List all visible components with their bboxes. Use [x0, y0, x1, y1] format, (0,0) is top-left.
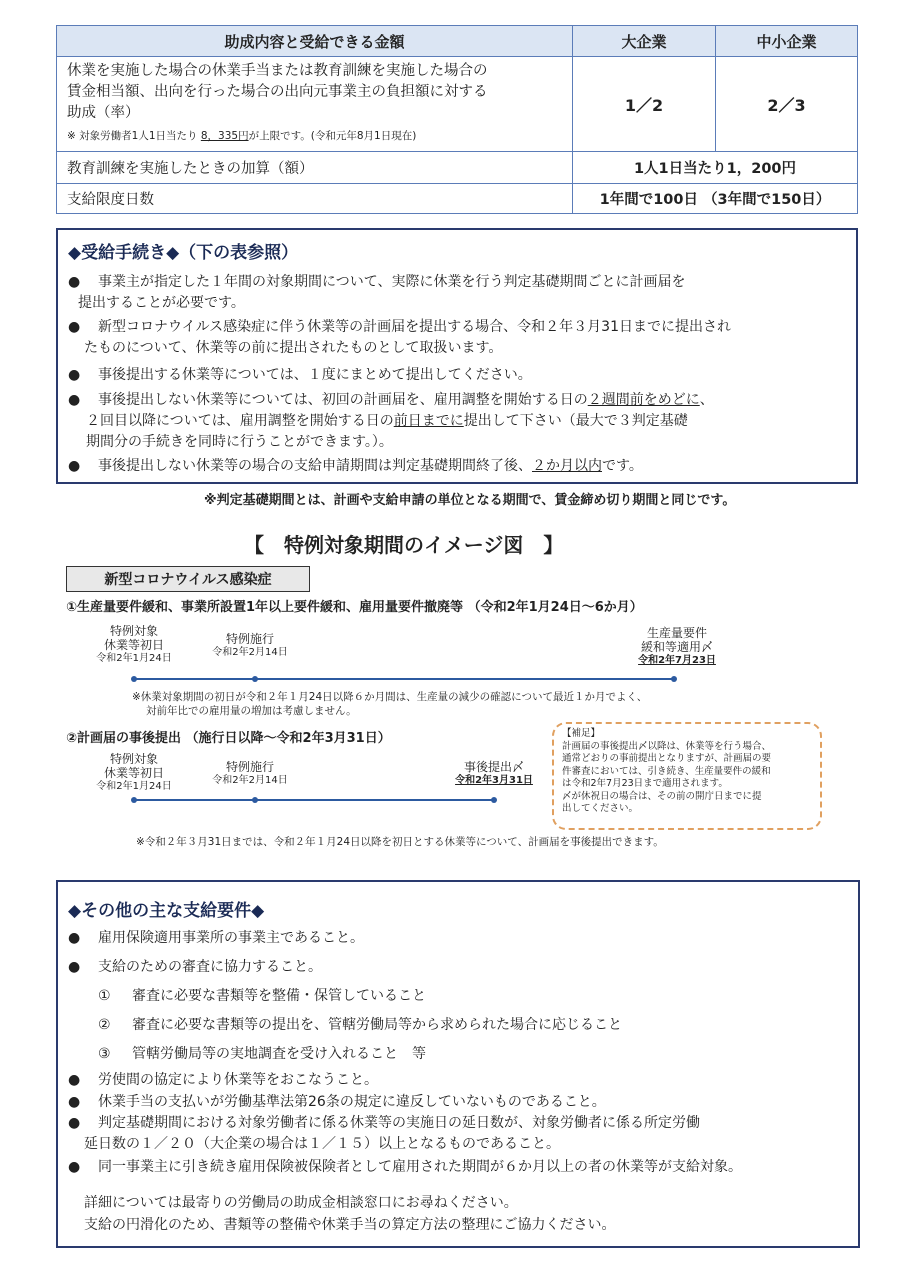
- procedure-line: 提出することが必要です。: [78, 295, 245, 311]
- label-line: 特例対象: [109, 752, 158, 766]
- table-cell-content: 支給限度日数: [57, 184, 573, 214]
- sub-num: ③: [98, 1046, 111, 1062]
- sub-text: 審査に必要な書類等の提出を、管轄労働局等から求められた場合に応じること: [132, 1017, 622, 1033]
- table-cell-value: 1人1日当たり1，200円: [573, 152, 858, 184]
- closing-line: 詳細については最寄りの労働局の助成金相談窓口にお尋ねください。: [84, 1195, 518, 1211]
- row1-line: 賃金相当額、出向を行った場合の出向元事業主の負担額に対する: [67, 84, 488, 100]
- label-line: 休業等初日: [103, 638, 164, 652]
- label-line: 特例施行: [225, 632, 274, 646]
- procedure-line: 期間分の手続きを同時に行うことができます。）。: [86, 434, 393, 450]
- other-item: [68, 1157, 742, 1178]
- label-date: 令和2年7月23日: [638, 655, 716, 666]
- sub-text: 審査に必要な書類等を整備・保管していること: [132, 988, 426, 1004]
- hosoku-line: 計画届の事後提出〆以降は、休業等を行う場合、: [562, 740, 772, 752]
- timeline1-start-label: [84, 624, 184, 666]
- bullet-icon: ●: [68, 274, 81, 290]
- label-line: 事後提出〆: [463, 760, 524, 774]
- timeline1-title: ①生産量要件緩和、事業所設置1年以上要件緩和、雇用量要件撤廃等 （令和2年1月24日～6か月）: [66, 600, 643, 615]
- covid-label: 新型コロナウイルス感染症: [66, 566, 310, 592]
- row1-note: [67, 126, 562, 147]
- bullet-icon: ●: [68, 319, 81, 335]
- timeline2-title: ②計画届の事後提出 （施行日以降～令和2年3月31日）: [66, 731, 391, 746]
- row1-note-suffix: が上限です。(令和元年8月1日現在): [248, 130, 417, 142]
- procedure-line: [68, 456, 643, 477]
- label-date: 令和2年1月24日: [96, 653, 172, 664]
- footnote: ※判定基礎期間とは、計画や支給申請の単位となる期間で、賃金締め切り期間と同じです。: [204, 493, 736, 508]
- sub-num: ②: [98, 1017, 111, 1033]
- procedure-text: ２回目以降については、雇用調整を開始する日の: [86, 413, 394, 429]
- hosoku-line: 出してください。: [562, 803, 639, 814]
- other-text: 支給のための審査に協力すること。: [98, 959, 322, 975]
- procedure-text: 事後提出する休業等については、１度にまとめて提出してください。: [98, 367, 532, 383]
- procedure-text: 事後提出しない休業等については、初回の計画届を、雇用調整を開始する日の: [98, 392, 588, 408]
- timeline2-start-dot: [131, 797, 137, 803]
- bullet-icon: ●: [68, 458, 81, 474]
- timeline2-end-dot: [491, 797, 497, 803]
- other-sub-item: [98, 986, 426, 1007]
- other-item: [68, 1092, 606, 1113]
- other-item: [68, 1070, 378, 1091]
- hosoku-line: 【補足】: [562, 728, 601, 739]
- table-header-content: 助成内容と受給できる金額: [57, 26, 573, 57]
- label-line: 特例施行: [225, 760, 274, 774]
- table-cell-sme: 2／3: [716, 57, 858, 152]
- label-line: 休業等初日: [103, 766, 164, 780]
- image-title: 【 特例対象期間のイメージ図 】: [244, 533, 564, 557]
- table-row: [57, 57, 858, 152]
- note-line: ※休業対象期間の初日が令和２年１月24日以降６か月間は、生産量の減少の確認について最近１か月でよく、: [132, 691, 648, 703]
- timeline1-mid-label: [200, 632, 300, 660]
- bullet-icon: ●: [68, 930, 81, 946]
- table-cell-large: 1／2: [573, 57, 716, 152]
- procedure-text: 新型コロナウイルス感染症に伴う休業等の計画届を提出する場合、令和２年３月31日までに提出され: [98, 319, 731, 335]
- hosoku-line: 件審査においては、引き続き、生産量要件の緩和: [562, 765, 771, 777]
- procedure-text: 提出して下さい（最大で３判定基礎: [463, 413, 688, 429]
- closing-line: 支給の円滑化のため、書類等の整備や休業手当の算定方法の整理にご協力ください。: [84, 1217, 616, 1233]
- label-date: 令和2年2月14日: [212, 647, 288, 658]
- hosoku-line: は令和2年7月23日まで適用されます。: [562, 778, 728, 789]
- bullet-icon: ●: [68, 392, 81, 408]
- timeline1-mid-dot: [252, 676, 258, 682]
- table-cell-content: [57, 57, 573, 152]
- label-line: 生産量要件: [646, 626, 707, 640]
- row1-line: 休業を実施した場合の休業手当または教育訓練を実施した場合の: [67, 63, 488, 79]
- procedure-text-underlined: ２週間前をめどに: [587, 392, 700, 408]
- procedure-text: 事後提出しない休業等の場合の支給申請期間は判定基礎期間終了後、: [98, 458, 532, 474]
- other-title: ◆その他の主な支給要件◆: [68, 901, 265, 921]
- procedure-text: 、: [699, 392, 714, 408]
- table-row: [57, 152, 858, 184]
- procedure-line: [68, 390, 714, 411]
- label-line: 特例対象: [109, 624, 158, 638]
- other-text: 労使間の協定により休業等をおこなうこと。: [98, 1072, 378, 1088]
- timeline1-end-label: [622, 626, 732, 668]
- other-sub-item: [98, 1044, 426, 1065]
- bullet-icon: ●: [68, 1115, 81, 1131]
- timeline1-line: [134, 678, 674, 680]
- procedure-line: [68, 272, 685, 293]
- procedure-text-underlined: ２か月以内: [532, 458, 602, 474]
- sub-text: 管轄労働局等の実地調査を受け入れること 等: [132, 1046, 426, 1062]
- timeline2-start-label: [84, 752, 184, 794]
- hosoku-line: 通常どおりの事前提出となりますが、計画届の要: [562, 753, 772, 764]
- row1-line: 助成（率）: [67, 105, 140, 121]
- bullet-icon: ●: [68, 1072, 81, 1088]
- timeline1-end-dot: [671, 676, 677, 682]
- other-requirements-box: [56, 880, 860, 1248]
- table-header-row: [57, 26, 858, 57]
- row1-note-prefix: ※ 対象労働者1人1日当たり: [67, 130, 201, 142]
- timeline2-mid-dot: [252, 797, 258, 803]
- sub-num: ①: [98, 988, 111, 1004]
- procedure-text-underlined: 前日までに: [393, 413, 464, 429]
- bullet-icon: ●: [68, 959, 81, 975]
- other-text: 同一事業主に引き続き雇用保険被保険者として雇用された期間が６か月以上の者の休業等が支給対象。: [98, 1159, 742, 1175]
- label-date: 令和2年3月31日: [455, 775, 533, 786]
- other-sub-item: [98, 1015, 622, 1036]
- procedure-text: 事業主が指定した１年間の対象期間について、実際に休業を行う判定基礎期間ごとに計画届を: [98, 274, 686, 290]
- timeline2-mid-label: [200, 760, 300, 788]
- other-text: 休業手当の支払いが労働基準法第26条の規定に違反していないものであること。: [98, 1094, 606, 1110]
- subsidy-table: [56, 25, 858, 214]
- label-date: 令和2年2月14日: [212, 775, 288, 786]
- bullet-icon: ●: [68, 1159, 81, 1175]
- timeline2-note: ※令和２年３月31日までは、令和２年１月24日以降を初日とする休業等について、計画届を事後提出できます。: [136, 836, 664, 848]
- procedure-line: [68, 365, 532, 386]
- other-item: [68, 1113, 700, 1134]
- other-item-continuation: 延日数の１／２０（大企業の場合は１／１５）以上となるものであること。: [84, 1136, 560, 1152]
- hosoku-line: 〆が休祝日の場合は、その前の開庁日までに提: [562, 790, 762, 802]
- procedure-text: です。: [602, 458, 643, 474]
- other-item: [68, 957, 322, 978]
- row1-note-amount: 8，335円: [200, 130, 249, 142]
- note-line: 対前年比での雇用量の増加は考慮しません。: [146, 705, 357, 717]
- label-line: 緩和等適用〆: [640, 640, 713, 654]
- bullet-icon: ●: [68, 1094, 81, 1110]
- timeline1-note: [132, 690, 647, 718]
- table-row: [57, 184, 858, 214]
- timeline2-line: [134, 799, 494, 801]
- timeline1-start-dot: [131, 676, 137, 682]
- hosoku-note: [552, 722, 822, 830]
- other-text: 判定基礎期間における対象労働者に係る休業等の実施日の延日数が、対象労働者に係る所定労働: [98, 1115, 700, 1131]
- table-cell-value: 1年間で100日 （3年間で150日）: [573, 184, 858, 214]
- procedure-line: たものについて、休業等の前に提出されたものとして取扱います。: [84, 340, 503, 356]
- procedure-line: [86, 411, 688, 432]
- label-date: 令和2年1月24日: [96, 781, 172, 792]
- table-cell-content: 教育訓練を実施したときの加算（額）: [57, 152, 573, 184]
- other-item: [68, 928, 364, 949]
- procedure-box: [56, 228, 858, 484]
- table-header-large: 大企業: [573, 26, 716, 57]
- table-header-sme: 中小企業: [716, 26, 858, 57]
- bullet-icon: ●: [68, 367, 81, 383]
- procedure-title: ◆受給手続き◆（下の表参照）: [68, 243, 299, 263]
- procedure-line: [68, 317, 731, 338]
- timeline2-end-label: [444, 760, 544, 788]
- other-text: 雇用保険適用事業所の事業主であること。: [98, 930, 364, 946]
